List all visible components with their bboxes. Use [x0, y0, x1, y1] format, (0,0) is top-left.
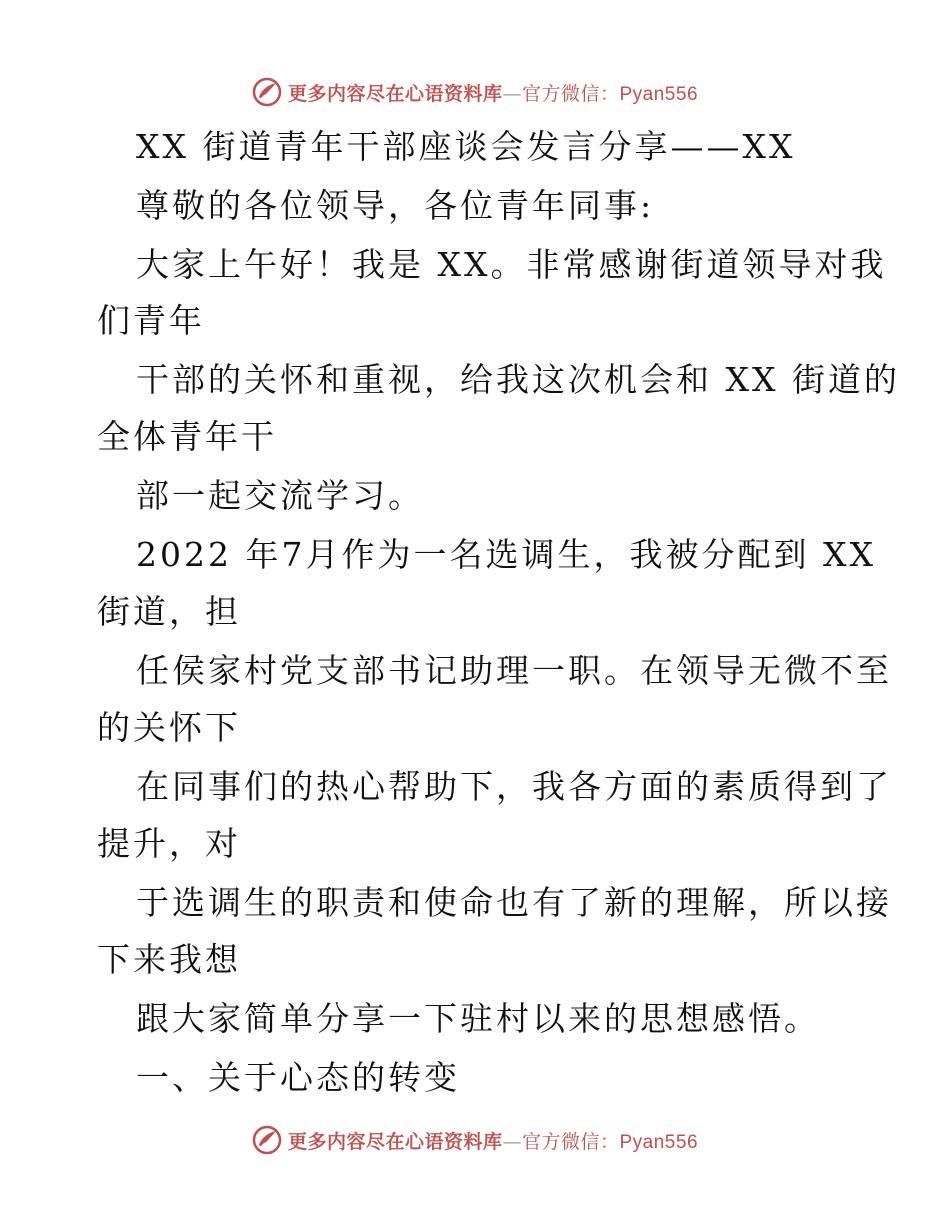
watermark-wechat-label: 官方微信：: [521, 1130, 620, 1153]
watermark-text: [288, 79, 698, 106]
paragraph-line: 提升，对: [97, 824, 241, 863]
paragraph-line: 部一起交流学习。: [136, 476, 424, 515]
header-watermark: [0, 72, 950, 112]
paragraph-line: 任侯家村党支部书记助理一职。在领导无微不至: [136, 651, 892, 690]
paragraph-line: 跟大家简单分享一下驻村以来的思想感悟。: [136, 999, 820, 1038]
paragraph-line: 们青年: [97, 301, 205, 340]
paragraph-line: 在同事们的热心帮助下，我各方面的素质得到了: [136, 767, 892, 806]
watermark-wechat-label: 官方微信：: [521, 82, 620, 105]
paragraph-line: 全体青年干: [97, 417, 277, 456]
section-heading: 一、关于心态的转变: [136, 1058, 460, 1097]
paragraph-line: 于选调生的职责和使命也有了新的理解，所以接: [136, 883, 892, 922]
watermark-dash: —: [502, 82, 522, 105]
paragraph-line: 2022 年7月作为一名选调生，我被分配到 XX: [136, 535, 876, 574]
pen-logo-icon: [252, 77, 282, 107]
pen-logo-icon: [252, 1125, 282, 1155]
paragraph-line: 大家上午好！我是 XX。非常感谢街道领导对我: [136, 245, 887, 284]
watermark-site-text: 更多内容尽在心语资料库: [287, 82, 503, 105]
paragraph-line: 干部的关怀和重视，给我这次机会和 XX 街道的: [136, 360, 900, 399]
document-title: XX 街道青年干部座谈会发言分享——XX: [136, 127, 796, 166]
paragraph-line: 的关怀下: [97, 708, 241, 747]
watermark-wechat-id: Pyan556: [619, 83, 699, 105]
paragraph-line: 街道，担: [97, 592, 241, 631]
watermark-text: [288, 1127, 698, 1154]
watermark-dash: —: [502, 1130, 522, 1153]
watermark-wechat-id: Pyan556: [619, 1131, 699, 1153]
paragraph-line: 下来我想: [97, 940, 241, 979]
watermark-site-text: 更多内容尽在心语资料库: [287, 1130, 503, 1153]
salutation: 尊敬的各位领导，各位青年同事:: [136, 186, 655, 225]
footer-watermark: [0, 1120, 950, 1160]
